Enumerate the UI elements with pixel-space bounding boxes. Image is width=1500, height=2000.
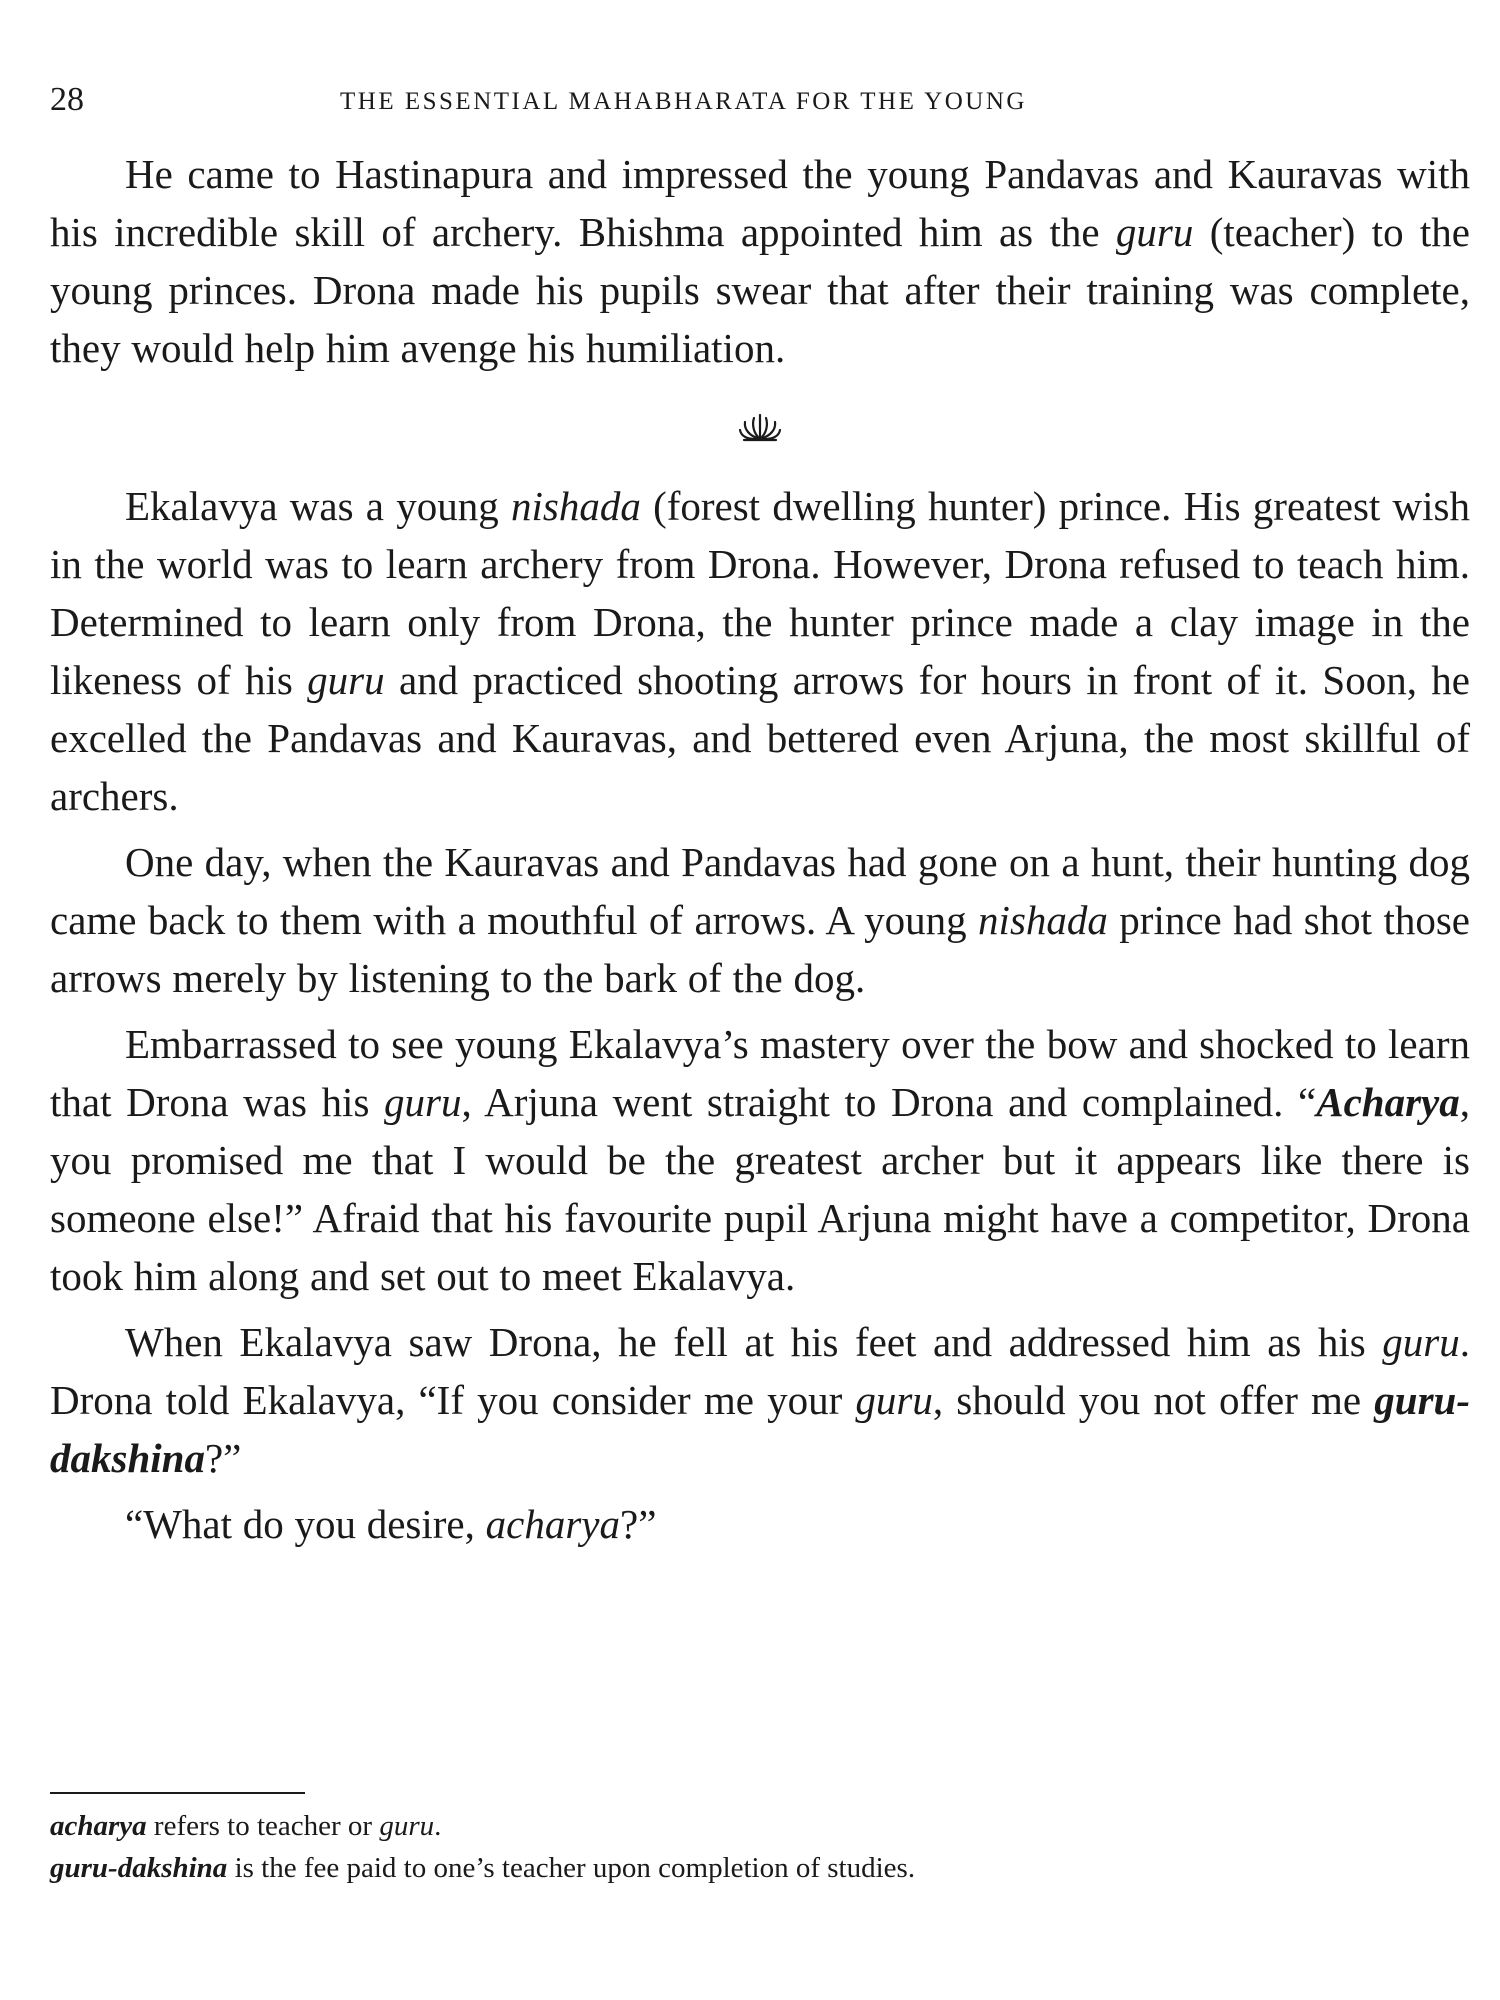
text-run: and practiced shooting arrows for hours in front of it. Soon, he excelled the Pandavas and Kauravas, and bettered even Arjuna, the most skillful of archers. — [50, 657, 1471, 819]
footnote-2 — [50, 1847, 1470, 1889]
text-run: ?” — [204, 1435, 242, 1481]
text-run: (teacher) to the young princes. Drona made his pupils swear that after their training was complete, they would help him avenge his humiliation. — [50, 209, 1470, 371]
italic-term: acharya — [485, 1501, 620, 1547]
footnotes — [50, 1805, 1470, 1889]
paragraph-4 — [50, 1015, 1470, 1305]
text-run: , should you not offer me — [932, 1377, 1375, 1423]
text-run: One day, when the Kauravas and Pandavas had gone on a hunt, their hunting dog came back to them with a mouthful of arrows. A young — [50, 839, 1470, 943]
page-number: 28 — [50, 81, 84, 118]
footnote-term: guru-dakshina — [50, 1852, 228, 1884]
footnote-1 — [50, 1805, 1470, 1847]
text-run: Ekalavya was a young — [125, 483, 511, 529]
footnote-italic: guru — [379, 1810, 435, 1842]
italic-term: guru — [1382, 1319, 1460, 1365]
paragraph-1 — [50, 145, 1470, 377]
italic-term: guru — [855, 1377, 933, 1423]
text-run: prince had shot those arrows merely by listening to the bark of the dog. — [50, 897, 1471, 1001]
text-run: “What do you desire, — [125, 1501, 486, 1547]
text-run: He came to Hastinapura and impressed the young Pandavas and Kauravas with his incredible skill of archery. Bhishma appointed him as the — [50, 151, 1470, 255]
text-run: , you promised me that I would be the greatest archer but it appears like there is someone else!” Afraid that his favourite pupil Arjuna might have a competitor, Drona took him along and set out to meet Ekalavya. — [50, 1079, 1470, 1299]
italic-term: guru — [384, 1079, 462, 1125]
italic-term: guru — [1115, 209, 1194, 255]
paragraph-5 — [50, 1313, 1470, 1487]
footnote-definition: refers to teacher or — [146, 1810, 380, 1842]
italic-term: guru — [307, 657, 385, 703]
glossary-term: guru-dakshina — [50, 1377, 1470, 1481]
body-text — [50, 145, 1470, 1553]
text-run: When Ekalavya saw Drona, he fell at his feet and addressed him as his — [125, 1319, 1383, 1365]
italic-term: nishada — [510, 483, 641, 529]
paragraph-2 — [50, 477, 1470, 825]
section-ornament — [50, 377, 1470, 477]
footnote-rule — [50, 1792, 305, 1794]
footnote-term: acharya — [50, 1810, 147, 1842]
text-run: (forest dwelling hunter) prince. His greatest wish in the world was to learn archery from Drona. However, Drona refused to teach him. Determined to learn only from Drona, the hunter prince made a clay image in the likeness of his — [50, 483, 1470, 703]
glossary-term: Acharya — [1316, 1079, 1460, 1125]
footnote-definition-end: . — [434, 1810, 442, 1842]
paragraph-6 — [50, 1495, 1470, 1553]
text-run: , Arjuna went straight to Drona and complained. “ — [461, 1079, 1317, 1125]
footnote-definition: is the fee paid to one’s teacher upon completion of studies. — [227, 1852, 916, 1884]
italic-term: nishada — [978, 897, 1108, 943]
lotus-ornament-icon — [738, 412, 782, 442]
text-run: Embarrassed to see young Ekalavya’s mastery over the bow and shocked to learn that Drona was his — [50, 1021, 1470, 1125]
paragraph-3 — [50, 833, 1470, 1007]
text-run: ?” — [620, 1501, 657, 1547]
running-head: THE ESSENTIAL MAHABHARATA FOR THE YOUNG — [340, 88, 1027, 115]
text-run: . Drona told Ekalavya, “If you consider me your — [50, 1319, 1470, 1423]
